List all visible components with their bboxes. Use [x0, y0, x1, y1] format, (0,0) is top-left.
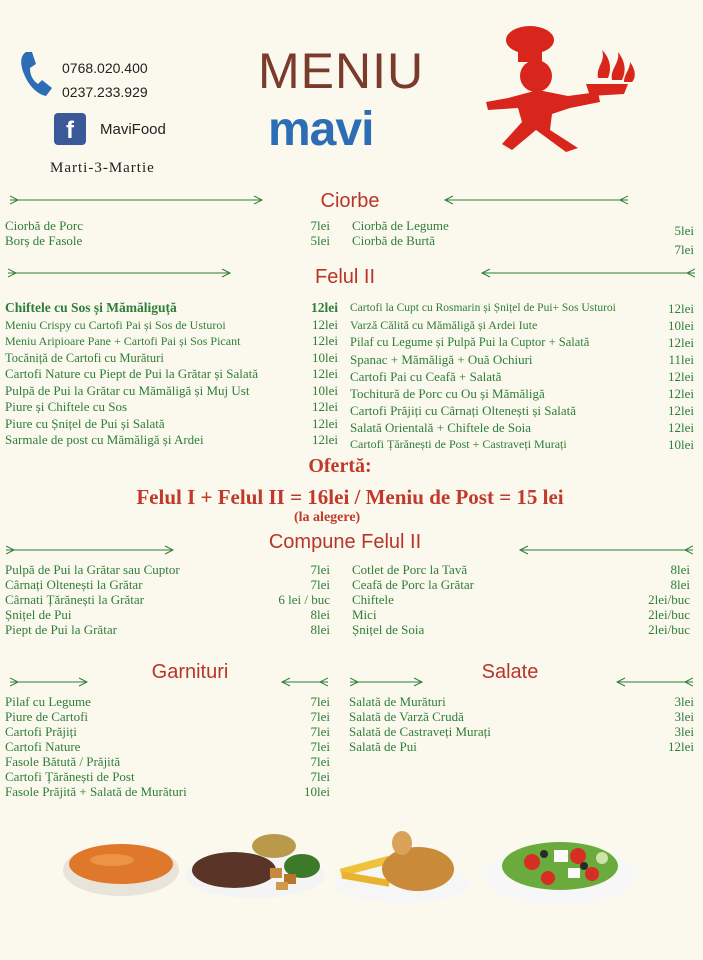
phone-icon	[18, 50, 54, 98]
list-item: Chiftele 2lei/buc	[352, 592, 690, 607]
list-item: Varză Călită cu Mămăligă și Ardei Iute 10lei	[350, 318, 694, 333]
offer-title: Ofertă:	[308, 455, 372, 477]
divider-arrow-icon	[280, 677, 328, 685]
phone-number-1[interactable]: 0768.020.400	[62, 60, 148, 76]
divider-arrow-icon	[350, 677, 425, 685]
salate-list	[349, 694, 694, 754]
list-item: Pulpă de Pui la Grătar sau Cuptor 7lei	[5, 562, 330, 577]
page-title: MENIU	[258, 43, 425, 99]
felul2-left-list	[5, 300, 338, 449]
offer-text: Felul I + Felul II = 16lei / Meniu de Post = 15 lei	[136, 485, 564, 509]
list-item: Cartofi Prăjiți cu Cârnați Oltenești și Salată 12lei	[350, 403, 694, 418]
list-item: Chiftele cu Sos și Mămăliguță 12lei	[5, 300, 338, 315]
list-item: Ciorbă de Burtă 7lei	[352, 233, 694, 257]
grilled-meat-plate-image	[184, 830, 326, 900]
section-title-felul-ii: Felul II	[314, 266, 376, 288]
list-item: Tochitură de Porc cu Ou și Mămăligă 12lei	[350, 386, 694, 401]
divider-arrow-icon	[10, 195, 265, 203]
list-item: Meniu Crispy cu Cartofi Pai și Sos de Usturoi 12lei	[5, 316, 338, 332]
chef-logo-icon	[478, 18, 638, 153]
divider-arrow-icon	[10, 677, 90, 685]
divider-arrow-icon	[615, 677, 693, 685]
divider-arrow-icon	[8, 268, 233, 276]
list-item: Cotlet de Porc la Tavă 8lei	[352, 562, 690, 577]
list-item: Cartofi Țărănești de Post 7lei	[5, 769, 330, 784]
list-item: Salată de Murături 3lei	[349, 694, 694, 709]
list-item: Fasole Prăjită + Salată de Murături 10lei	[5, 784, 330, 799]
list-item: Borș de Fasole 5lei	[5, 233, 330, 248]
facebook-page[interactable]: MaviFood	[100, 121, 166, 138]
list-item: Salată de Pui 12lei	[349, 739, 694, 754]
list-item: Ciorbă de Legume 5lei	[352, 218, 694, 238]
divider-arrow-icon	[480, 268, 695, 276]
felul2-right-list	[350, 300, 694, 453]
list-item: Fasole Bătută / Prăjită 7lei	[5, 754, 330, 769]
list-item: Cartofi Nature cu Piept de Pui la Grătar și Salată 12lei	[5, 366, 338, 381]
section-title-salate: Salate	[481, 661, 539, 683]
soup-bowl-image	[62, 836, 180, 898]
list-item: Sarmale de post cu Mămăligă și Ardei 12lei	[5, 432, 338, 447]
list-item: Cartofi Nature 7lei	[5, 739, 330, 754]
divider-arrow-icon	[443, 195, 628, 203]
phone-number-2[interactable]: 0237.233.929	[62, 84, 148, 100]
offer-note: (la alegere)	[294, 510, 361, 525]
list-item: Ciorbă de Porc 7lei	[5, 218, 330, 233]
section-title-compune: Compune Felul II	[268, 531, 422, 553]
compune-left-list	[5, 562, 330, 637]
list-item: Piure cu Șnițel de Pui și Salată 12lei	[5, 415, 338, 431]
section-title-ciorbe: Ciorbe	[320, 190, 380, 212]
garnituri-list	[5, 694, 330, 799]
facebook-icon[interactable]: f	[54, 113, 86, 145]
list-item: Cartofi la Cupt cu Rosmarin și Șnițel de Pui+ Sos Usturoi 12lei	[350, 301, 694, 316]
list-item: Șnițel de Pui 8lei	[5, 607, 330, 622]
list-item: Spanac + Mămăligă + Ouă Ochiuri 11lei	[350, 352, 694, 367]
list-item: Mici 2lei/buc	[352, 607, 690, 622]
list-item: Piure de Cartofi 7lei	[5, 709, 330, 724]
list-item: Cartofi Țărănești de Post + Castraveți Murați 10lei	[350, 437, 694, 452]
list-item: Piure și Chiftele cu Sos 12lei	[5, 399, 338, 414]
list-item: Ceafă de Porc la Grătar 8lei	[352, 577, 690, 592]
list-item: Salată Orientală + Chiftele de Soia 12lei	[350, 420, 694, 435]
ciorbe-right-list	[352, 218, 694, 257]
divider-arrow-icon	[518, 545, 693, 553]
list-item: Cârnați Oltenești la Grătar 7lei	[5, 577, 330, 592]
list-item: Cârnati Țărănești la Grătar 6 lei / buc	[5, 592, 330, 607]
list-item: Cartofi Prăjiți 7lei	[5, 724, 330, 739]
list-item: Salată de Varză Crudă 3lei	[349, 709, 694, 724]
list-item: Pilaf cu Legume și Pulpă Pui la Cuptor + Salată 12lei	[350, 335, 694, 350]
list-item: Cartofi Pai cu Ceafă + Salată 12lei	[350, 369, 694, 384]
brand-logo: mavi	[268, 103, 374, 156]
list-item: Meniu Aripioare Pane + Cartofi Pai și Sos Picant 12lei	[5, 333, 338, 348]
divider-arrow-icon	[6, 545, 176, 553]
list-item: Șnițel de Soia 2lei/buc	[352, 622, 690, 637]
list-item: Piept de Pui la Grătar 8lei	[5, 622, 330, 637]
list-item: Tocăniță de Cartofi cu Murături 10lei	[5, 349, 338, 365]
list-item: Pilaf cu Legume 7lei	[5, 694, 330, 709]
list-item: Pulpă de Pui la Grătar cu Mămăligă și Muj Ust 10lei	[5, 382, 338, 398]
ciorbe-left-list	[5, 218, 330, 248]
roast-chicken-fries-image	[332, 825, 472, 905]
greek-salad-image	[482, 826, 638, 908]
menu-date: Marti-3-Martie	[50, 160, 155, 176]
section-title-garnituri: Garnituri	[151, 661, 229, 683]
list-item: Salată de Castraveți Murați 3lei	[349, 724, 694, 739]
compune-right-list	[352, 562, 690, 637]
